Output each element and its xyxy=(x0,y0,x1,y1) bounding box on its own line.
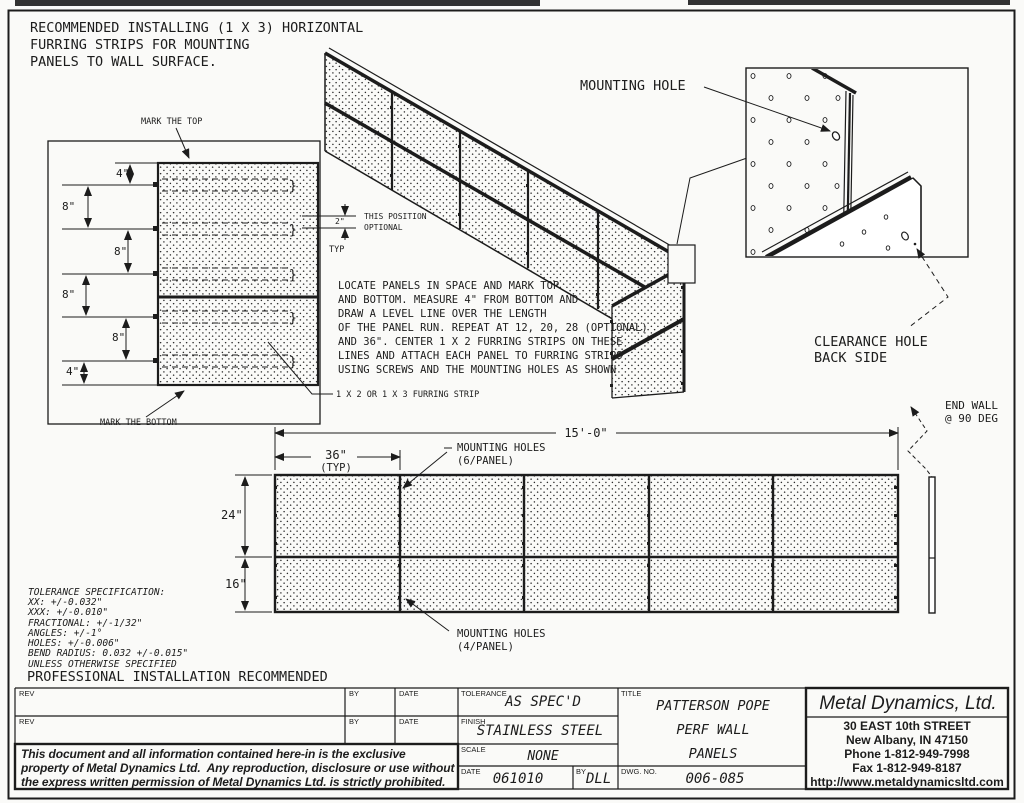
scale-value: NONE xyxy=(527,749,559,764)
position-note-line: OPTIONAL xyxy=(364,223,403,232)
dwg-no-field-label: DWG. NO. xyxy=(621,767,657,776)
disclaimer-line: the express written permission of Metal Dynamics Ltd. is strictly prohibited. xyxy=(21,775,446,789)
date-label: DATE xyxy=(399,717,419,726)
mounting-holes-top-label: MOUNTING HOLES xyxy=(457,442,546,454)
finish-field-label: FINISH xyxy=(461,717,486,726)
drawing-title-line: PANELS xyxy=(688,746,738,762)
date-label: DATE xyxy=(399,689,419,698)
panel-layout-detail xyxy=(48,128,356,424)
panel-width-dim-label: 36" xyxy=(325,448,347,462)
company-name: Metal Dynamics, Ltd. xyxy=(819,693,997,714)
typ-label: TYP xyxy=(329,245,345,255)
mark-bottom-label: MARK THE BOTTOM xyxy=(100,418,177,428)
instruction-line: USING SCREWS AND THE MOUNTING HOLES AS SHOWN xyxy=(338,364,617,376)
tolerance-line: FRACTIONAL: +/-1/32" xyxy=(28,618,143,629)
lower-height-dim-label: 16" xyxy=(225,577,247,591)
tolerance-line: XX: +/-0.032" xyxy=(28,597,103,608)
company-address-line: Fax 1-812-949-8187 xyxy=(852,761,962,775)
mounting-holes-top-label: (6/PANEL) xyxy=(457,455,514,467)
mounting-holes-bottom-label: (4/PANEL) xyxy=(457,641,514,653)
tolerance-line: UNLESS OTHERWISE SPECIFIED xyxy=(28,659,177,670)
tolerance-line: TOLERANCE SPECIFICATION: xyxy=(28,587,166,598)
end-wall-label: END WALL xyxy=(945,399,998,412)
svg-text:}: } xyxy=(289,223,297,238)
end-wall-label: @ 90 DEG xyxy=(945,412,998,425)
dwg-no-value: 006-085 xyxy=(685,771,745,787)
disclaimer-line: property of Metal Dynamics Ltd. Any reproduction, disclosure or use without xyxy=(21,761,455,775)
dim-label: 8" xyxy=(114,245,128,258)
by-value: DLL xyxy=(586,771,612,787)
furring-strip-label: 1 X 2 OR 1 X 3 FURRING STRIP xyxy=(336,390,480,400)
svg-text:}: } xyxy=(289,355,297,370)
mounting-hole-detail xyxy=(704,68,968,328)
rev-label: REV xyxy=(19,717,35,726)
elevation-view xyxy=(235,407,935,631)
svg-text:}: } xyxy=(289,311,297,326)
dim-label: 4" xyxy=(66,365,80,378)
title-field-label: TITLE xyxy=(621,689,642,698)
tolerance-line: ANGLES: +/-1° xyxy=(28,628,103,639)
general-note-line: RECOMMENDED INSTALLING (1 X 3) HORIZONTAL xyxy=(30,20,364,36)
typ-label: (TYP) xyxy=(320,462,352,474)
end-wall-panel xyxy=(929,477,935,613)
rev-label: REV xyxy=(19,689,35,698)
instruction-line: LINES AND ATTACH EACH PANEL TO FURRING STRIPS xyxy=(338,350,623,362)
dim-label: 8" xyxy=(112,331,126,344)
tolerance-line: BEND RADIUS: 0.032 +/-0.015" xyxy=(28,648,189,659)
finish-value: STAINLESS STEEL xyxy=(476,723,604,739)
spacing-dim-label: 2" xyxy=(335,217,345,226)
instruction-line: AND 36". CENTER 1 X 2 FURRING STRIPS ON THESE xyxy=(338,336,623,348)
scale-field-label: SCALE xyxy=(461,745,486,754)
tolerance-value: AS SPEC'D xyxy=(505,694,581,710)
position-note-line: THIS POSITION xyxy=(364,212,427,221)
tolerance-line: HOLES: +/-0.006" xyxy=(28,638,120,649)
date-value: 061010 xyxy=(492,771,544,787)
company-website: http://www.metaldynamicsltd.com xyxy=(810,775,1004,789)
instruction-line: LOCATE PANELS IN SPACE AND MARK TOP xyxy=(338,280,560,292)
svg-text:}: } xyxy=(289,268,297,283)
mounting-hole-label: MOUNTING HOLE xyxy=(580,78,686,94)
dim-label: 8" xyxy=(62,288,76,301)
instruction-line: AND BOTTOM. MEASURE 4" FROM BOTTOM AND xyxy=(338,294,579,306)
professional-note: PROFESSIONAL INSTALLATION RECOMMENDED xyxy=(27,669,328,685)
drawing-title-line: PERF WALL xyxy=(676,722,750,738)
company-address-line: Phone 1-812-949-7998 xyxy=(844,747,970,761)
company-address-line: 30 EAST 10th STREET xyxy=(843,719,971,733)
svg-text:}: } xyxy=(289,179,297,194)
general-note-line: FURRING STRIPS FOR MOUNTING xyxy=(30,37,250,53)
date-field-label: DATE xyxy=(461,767,481,776)
dim-label: 8" xyxy=(62,200,76,213)
overall-dim-label: 15'-0" xyxy=(564,426,608,440)
tolerance-line: XXX: +/-0.010" xyxy=(28,607,109,618)
tolerance-field-label: TOLERANCE xyxy=(461,689,507,698)
disclaimer-line: This document and all information contained here-in is the exclusive xyxy=(21,747,406,761)
instruction-line: OF THE PANEL RUN. REPEAT AT 12, 20, 28 (OPTIONAL) xyxy=(338,322,648,334)
upper-height-dim-label: 24" xyxy=(221,508,243,522)
general-note-line: PANELS TO WALL SURFACE. xyxy=(30,54,217,70)
drawing-title-line: PATTERSON POPE xyxy=(656,698,770,714)
mark-top-label: MARK THE TOP xyxy=(141,117,203,127)
clearance-hole-label: CLEARANCE HOLE xyxy=(814,334,928,350)
clearance-hole-label: BACK SIDE xyxy=(814,350,888,366)
scan-edge-artifact xyxy=(15,0,1010,6)
by-label: BY xyxy=(349,689,360,698)
company-address-line: New Albany, IN 47150 xyxy=(845,733,969,747)
dim-label: 4" xyxy=(116,167,130,180)
instruction-line: DRAW A LEVEL LINE OVER THE LENGTH xyxy=(338,308,547,320)
by-field-label: BY xyxy=(576,767,587,776)
by-label: BY xyxy=(349,717,360,726)
mounting-holes-bottom-label: MOUNTING HOLES xyxy=(457,628,546,640)
